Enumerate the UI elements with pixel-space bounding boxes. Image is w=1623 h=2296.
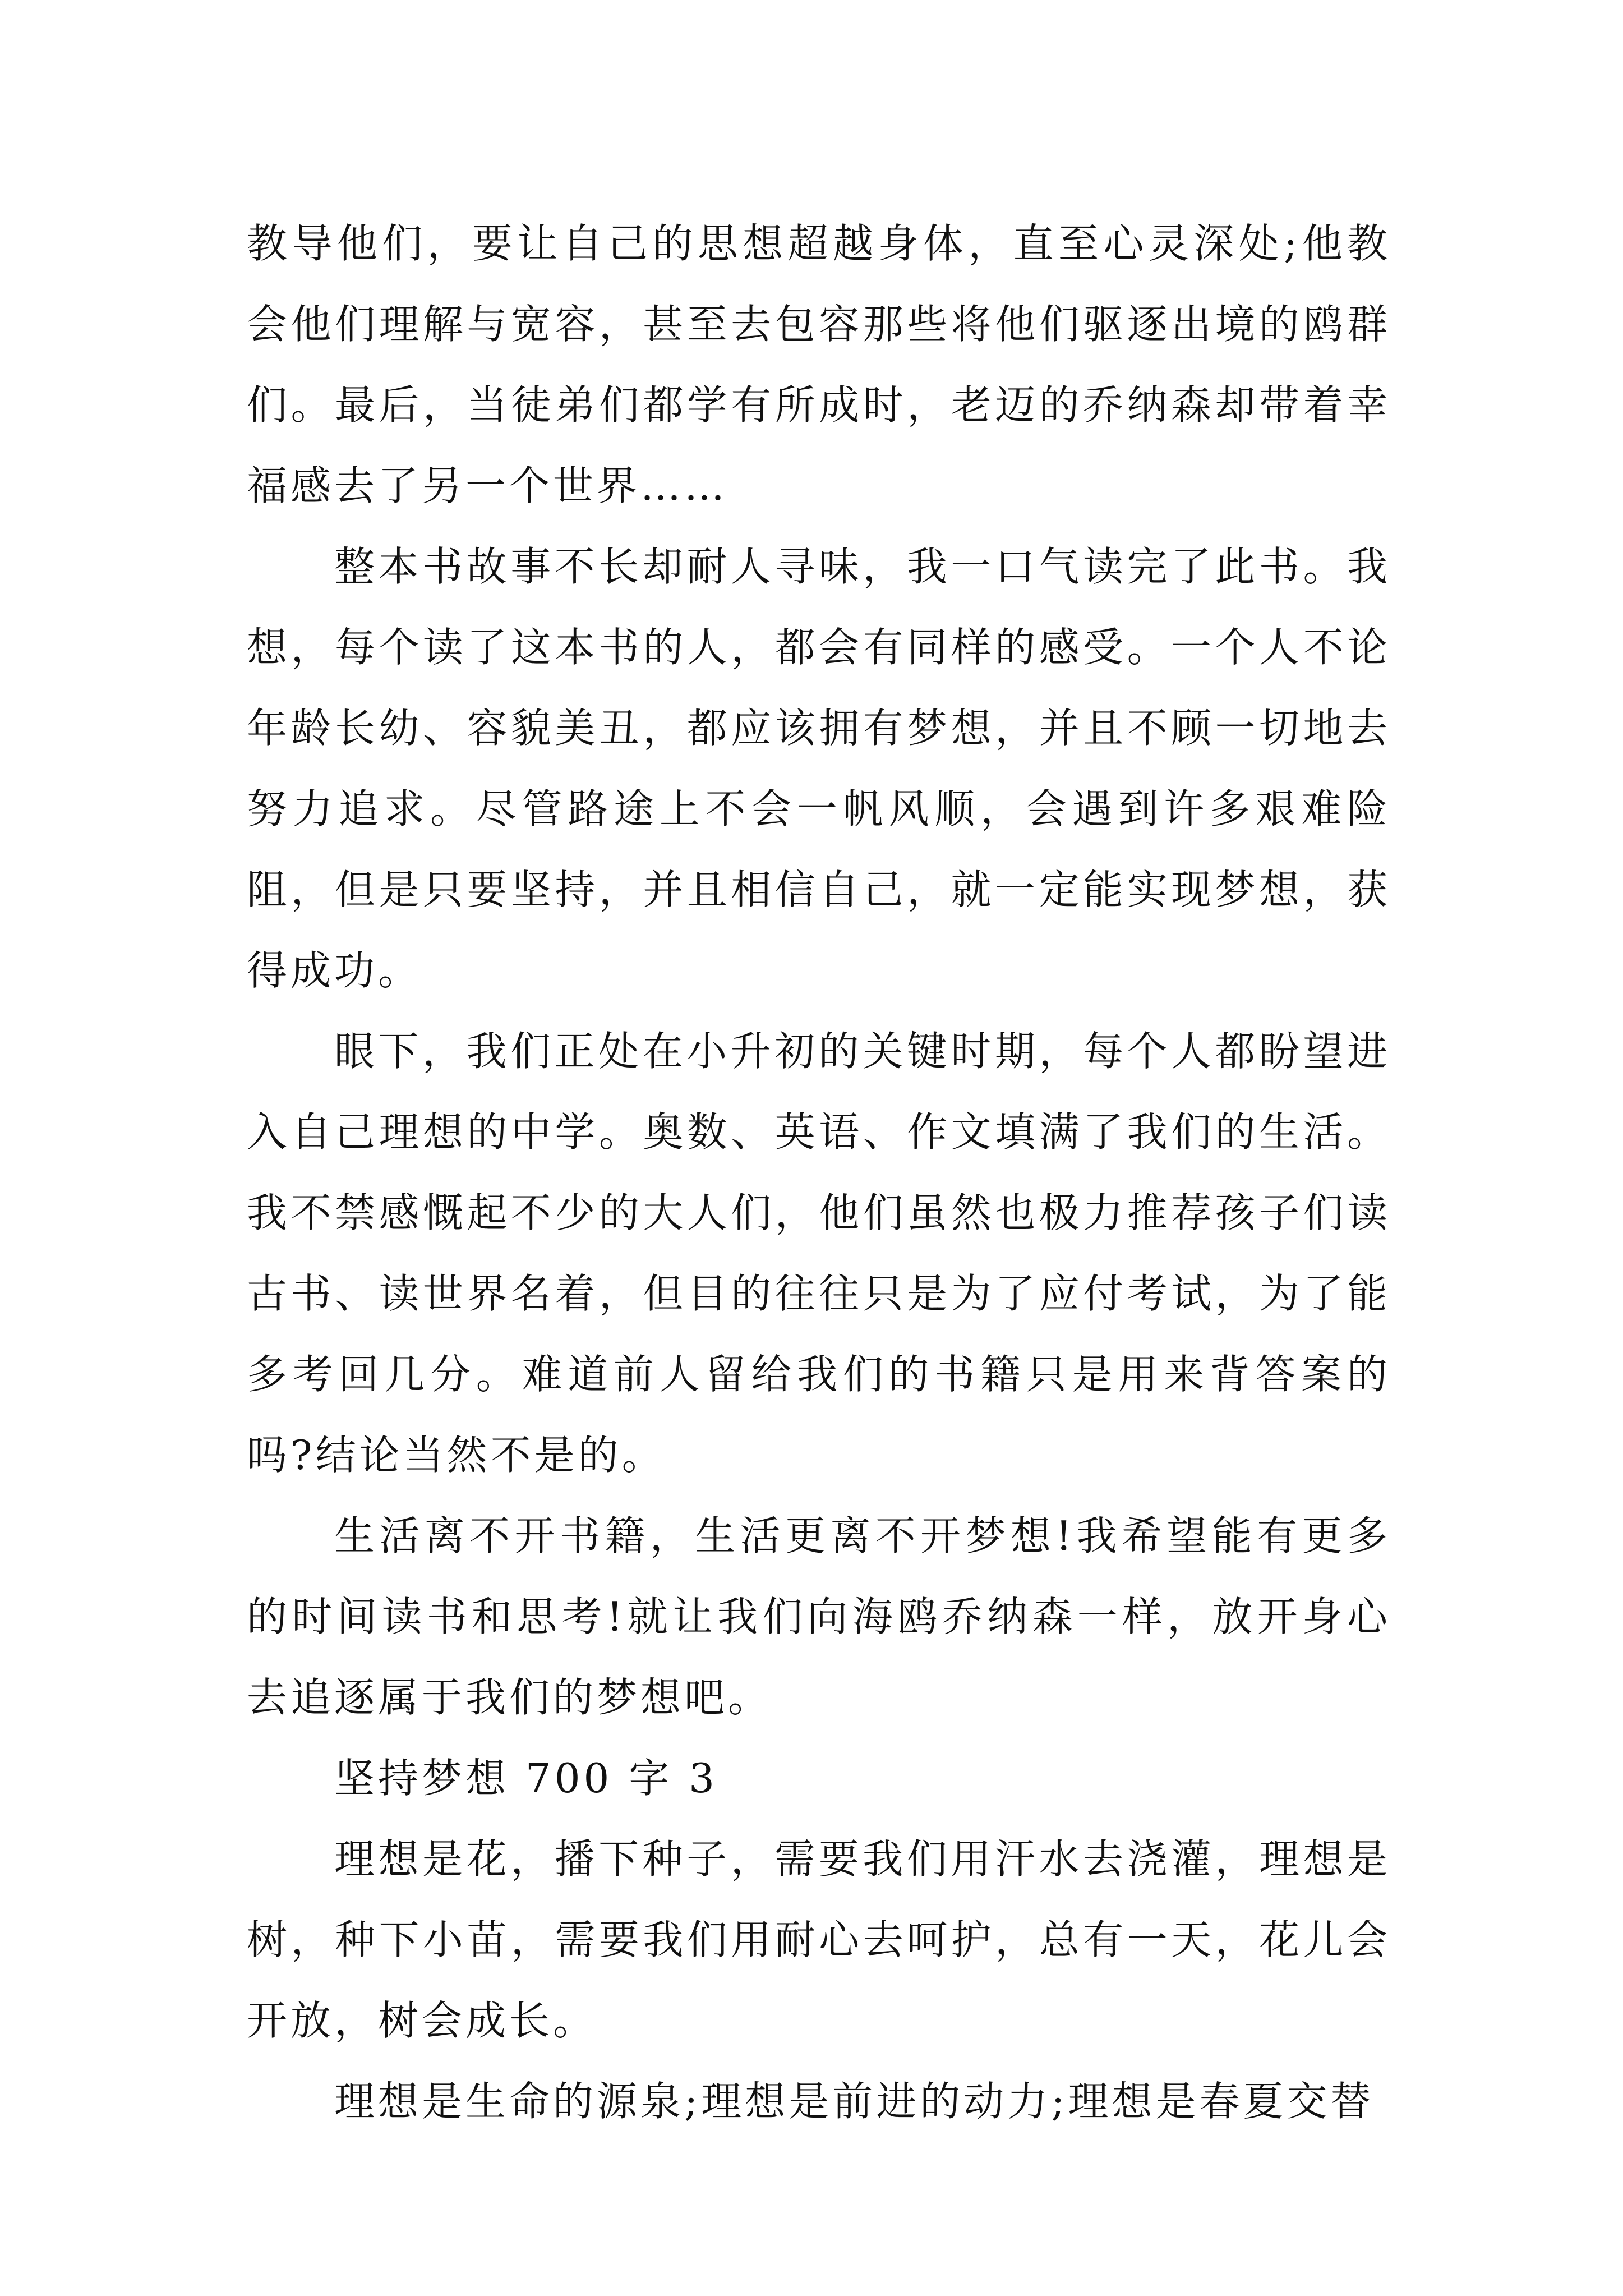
paragraph-6: 理想是花，播下种子，需要我们用汗水去浇灌，理想是树，种下小苗，需要我们用耐心去呵护，总有一天，花儿会开放，树会成长。 (247, 1835, 1391, 2044)
section-heading: 坚持梦想 700 字 3 (334, 1755, 718, 1802)
paragraph-2: 整本书故事不长却耐人寻味，我一口气读完了此书。我想，每个读了这本书的人，都会有同样的感受。一个人不论年龄长幼、容貌美丑，都应该拥有梦想，并且不顾一切地去努力追求。尽管路途上不会一帆风顺，会遇到许多艰难险阻，但是只要坚持，并且相信自己，就一定能实现梦想，获得成功。 (247, 543, 1391, 994)
paragraph-7: 理想是生命的源泉;理想是前进的动力;理想是春夏交替 (334, 2078, 1375, 2125)
paragraph-4: 生活离不开书籍，生活更离不开梦想!我希望能有更多的时间读书和思考!就让我们向海鸥乔纳森一样，放开身心去追逐属于我们的梦想吧。 (247, 1512, 1391, 1721)
paragraph-3: 眼下，我们正处在小升初的关键时期，每个人都盼望进入自己理想的中学。奥数、英语、作文填满了我们的生活。我不禁感慨起不少的大人们，他们虽然也极力推荐孩子们读古书、读世界名着，但目的往往只是为了应付考试，为了能多考回几分。难道前人留给我们的书籍只是用来背答案的吗?结论当然不是的。 (247, 1028, 1391, 1479)
paragraph-1: 教导他们，要让自己的思想超越身体，直至心灵深处;他教会他们理解与宽容，甚至去包容那些将他们驱逐出境的鸥群们。最后，当徒弟们都学有所成时，老迈的乔纳森却带着幸福感去了另一个世界…… (247, 220, 1391, 509)
document-body (247, 203, 1391, 2142)
